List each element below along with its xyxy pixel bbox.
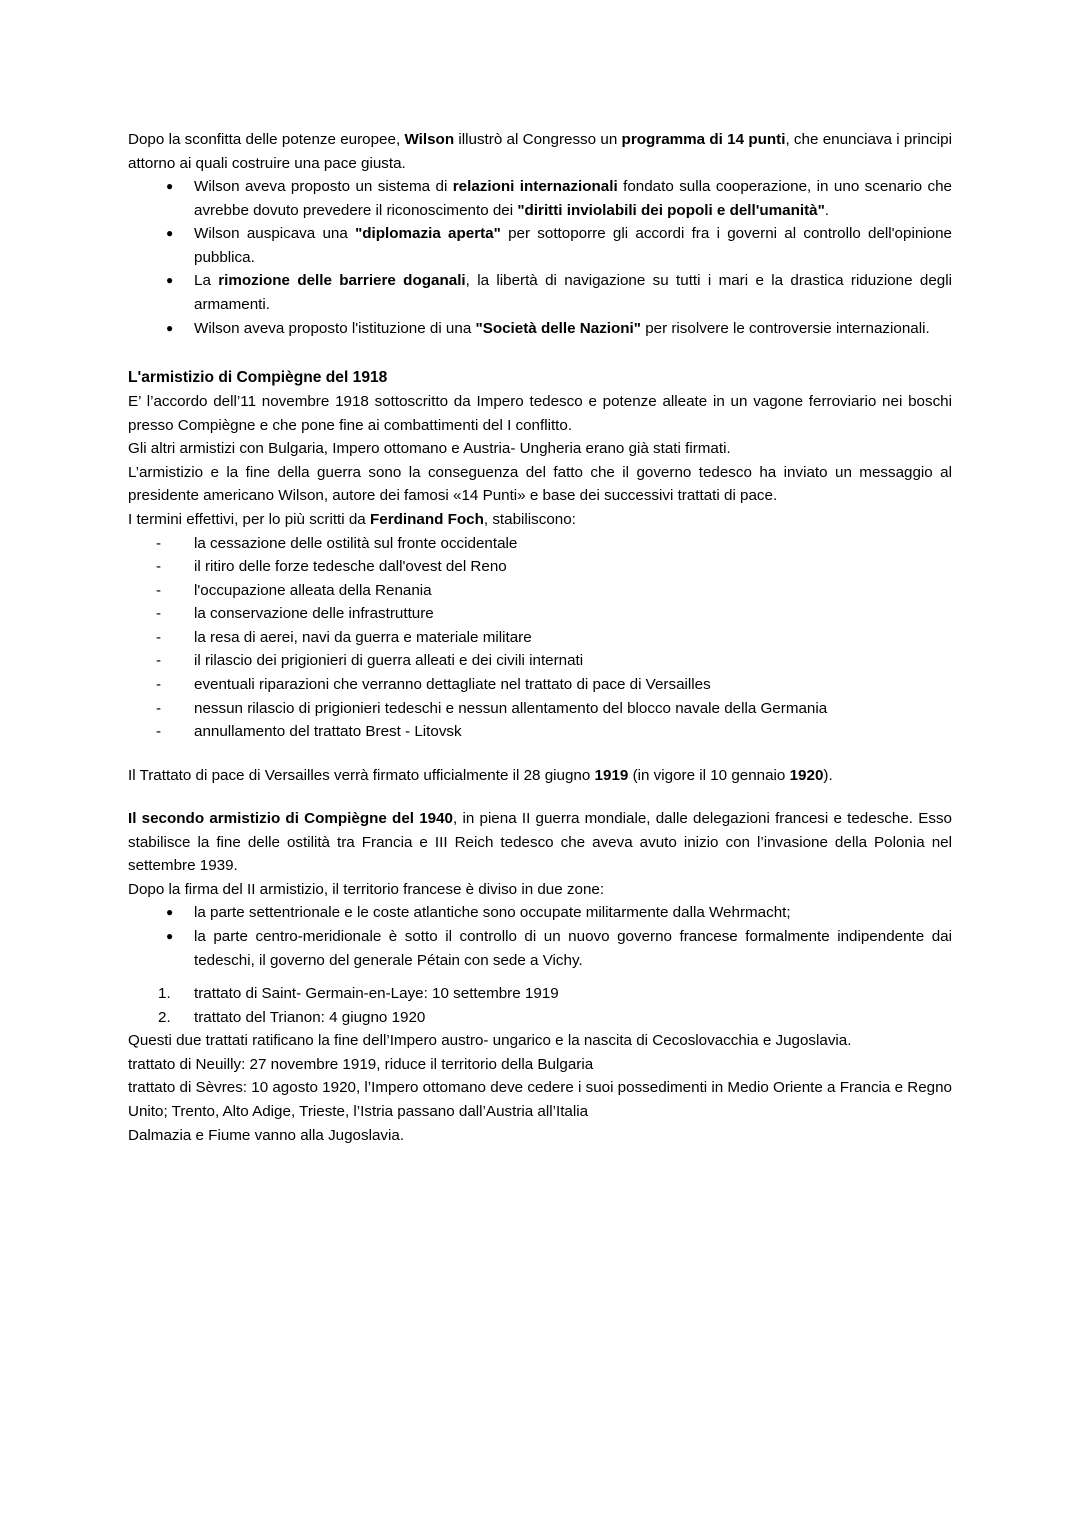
list-item <box>128 222 952 269</box>
zones-list <box>128 901 952 972</box>
zones-intro: Dopo la firma del II armistizio, il territorio francese è diviso in due zone: <box>128 880 605 898</box>
armistizio-terms-intro <box>128 508 952 532</box>
item-text-a: Wilson auspicava una <box>194 225 356 243</box>
armistice-terms-list <box>128 532 952 744</box>
spacer <box>128 744 952 764</box>
list-item <box>128 317 952 341</box>
list-item: - annullamento del trattato Brest - Litovsk <box>128 720 952 744</box>
list-item: trattato del Trianon: 4 giugno 1920 <box>194 1008 426 1026</box>
second-armistice-bold-lead: Il secondo armistizio di Compiègne del 1940 <box>128 810 454 828</box>
intro-paragraph <box>128 128 952 175</box>
list-item: trattato di Saint- Germain-en-Laye: 10 settembre 1919 <box>194 985 559 1003</box>
item-text-a: La <box>194 272 219 290</box>
list-item: ● la parte centro-meridionale è sotto il controllo di un nuovo governo francese formalmente indipendente dai tedeschi, il governo del generale Pétain con sede a Vichy. <box>128 925 952 972</box>
second-armistice-rest: , in piena II guerra mondiale, dalle delegazioni francesi e tedesche. Esso stabilisce la fine delle ostilità tra Francia e III Reich tedesco che aveva avuto inizio con l’invasione della Polonia nel settembre 1939. <box>128 810 952 875</box>
section-title-armistizio-1918: L'armistizio di Compiègne del 1918 <box>128 369 388 387</box>
item-text-a: Wilson aveva proposto l'istituzione di una <box>194 319 476 337</box>
intro-text-1: Dopo la sconfitta delle potenze europee, <box>128 131 405 148</box>
second-armistice-paragraph <box>128 807 952 878</box>
versailles-year-1919: 1919 <box>594 766 629 784</box>
item-text-c: fondato sulla cooperazione, in uno scenario che avrebbe dovuto prevedere il riconoscimento dei <box>194 178 952 219</box>
terms-intro-bold-foch: Ferdinand Foch <box>369 511 484 529</box>
versailles-text-a: Il Trattato di pace di Versailles verrà firmato ufficialmente il 28 giugno <box>128 766 595 784</box>
spacer <box>128 787 952 807</box>
spacer <box>128 972 952 982</box>
treaty-neuilly: trattato di Neuilly: 27 novembre 1919, riduce il territorio della Bulgaria <box>128 1055 594 1073</box>
treaties-tail <box>128 1029 952 1147</box>
list-item: - il ritiro delle forze tedesche dall'ovest del Reno <box>128 555 952 579</box>
versailles-paragraph <box>128 764 952 788</box>
list-item: - eventuali riparazioni che verranno dettagliate nel trattato di pace di Versailles <box>128 673 952 697</box>
wilson-points-list <box>128 175 952 340</box>
list-item: - nessun rilascio di prigionieri tedeschi e nessun allentamento del blocco navale della Germania <box>128 697 952 721</box>
list-item <box>128 175 952 222</box>
armistizio-paragraph-2: Gli altri armistizi con Bulgaria, Impero ottomano e Austria- Ungheria erano già stati firmati. <box>128 440 731 458</box>
terms-intro-after: , stabiliscono: <box>483 511 576 529</box>
intro-text-3: , che enunciava i principi attorno ai quali costruire una pace giusta. <box>128 131 952 172</box>
item-bold-1: "Società delle Nazioni" <box>475 319 641 337</box>
armistizio-paragraph-1: E’ l’accordo dell’11 novembre 1918 sottoscritto da Impero tedesco e potenze alleate in un vagone ferroviario nei boschi presso Compiègne e che pone fine ai combattimenti del I conflitto. <box>128 393 952 434</box>
item-bold-1: rimozione delle barriere doganali <box>218 272 466 290</box>
treaty-sevres: trattato di Sèvres: 10 agosto 1920, l’Impero ottomano deve cedere i suoi possedimenti in Medio Oriente a Francia e Regno Unito; Trento, Alto Adige, Trieste, l’Istria passano dall’Austria all’Italia <box>128 1079 952 1120</box>
intro-bold-programma: programma di 14 punti <box>621 131 786 148</box>
intro-text-2: illustrò al Congresso un <box>454 131 622 148</box>
spacer <box>128 340 952 366</box>
list-item: ● la parte settentrionale e le coste atlantiche sono occupate militarmente dalla Wehrmacht; <box>128 901 952 925</box>
item-text-c: , la libertà di navigazione su tutti i mari e la drastica riduzione degli armamenti. <box>194 272 952 313</box>
item-text-c: per sottoporre gli accordi fra i governi al controllo dell'opinione pubblica. <box>194 225 952 266</box>
treaties-numbered-list <box>128 982 952 1029</box>
item-bold-1: "diplomazia aperta" <box>355 225 501 243</box>
intro-bold-wilson: Wilson <box>404 131 455 148</box>
terms-intro-before: I termini effettivi, per lo più scritti da <box>128 511 370 529</box>
list-item: - la resa di aerei, navi da guerra e materiale militare <box>128 626 952 650</box>
versailles-year-1920: 1920 <box>789 766 824 784</box>
versailles-text-c: (in vigore il 10 gennaio <box>628 766 790 784</box>
armistizio-paragraph-3: L’armistizio e la fine della guerra sono la conseguenza del fatto che il governo tedesco ha inviato un messaggio al presidente americano Wilson, autore dei famosi «14 Punti» e base dei successivi trattati di pace. <box>128 463 952 505</box>
document-body <box>128 128 952 1147</box>
treaty-dalmazia: Dalmazia e Fiume vanno alla Jugoslavia. <box>128 1126 405 1144</box>
list-item: - la conservazione delle infrastrutture <box>128 602 952 626</box>
list-item <box>128 269 952 316</box>
list-item: - il rilascio dei prigionieri di guerra alleati e dei civili internati <box>128 649 952 673</box>
list-item: - la cessazione delle ostilità sul fronte occidentale <box>128 532 952 556</box>
item-text-d: . <box>824 201 830 219</box>
versailles-text-d: ). <box>823 766 833 784</box>
treaties-note: Questi due trattati ratificano la fine dell’Impero austro- ungarico e la nascita di Cecoslovacchia e Jugoslavia. <box>128 1032 852 1050</box>
item-text-c: per risolvere le controversie internazionali. <box>640 319 930 337</box>
item-text-a: Wilson aveva proposto un sistema di <box>194 178 453 196</box>
item-bold-1: relazioni internazionali <box>452 178 618 196</box>
list-item: - l'occupazione alleata della Renania <box>128 579 952 603</box>
item-bold-2: "diritti inviolabili dei popoli e dell'umanità" <box>517 201 825 219</box>
